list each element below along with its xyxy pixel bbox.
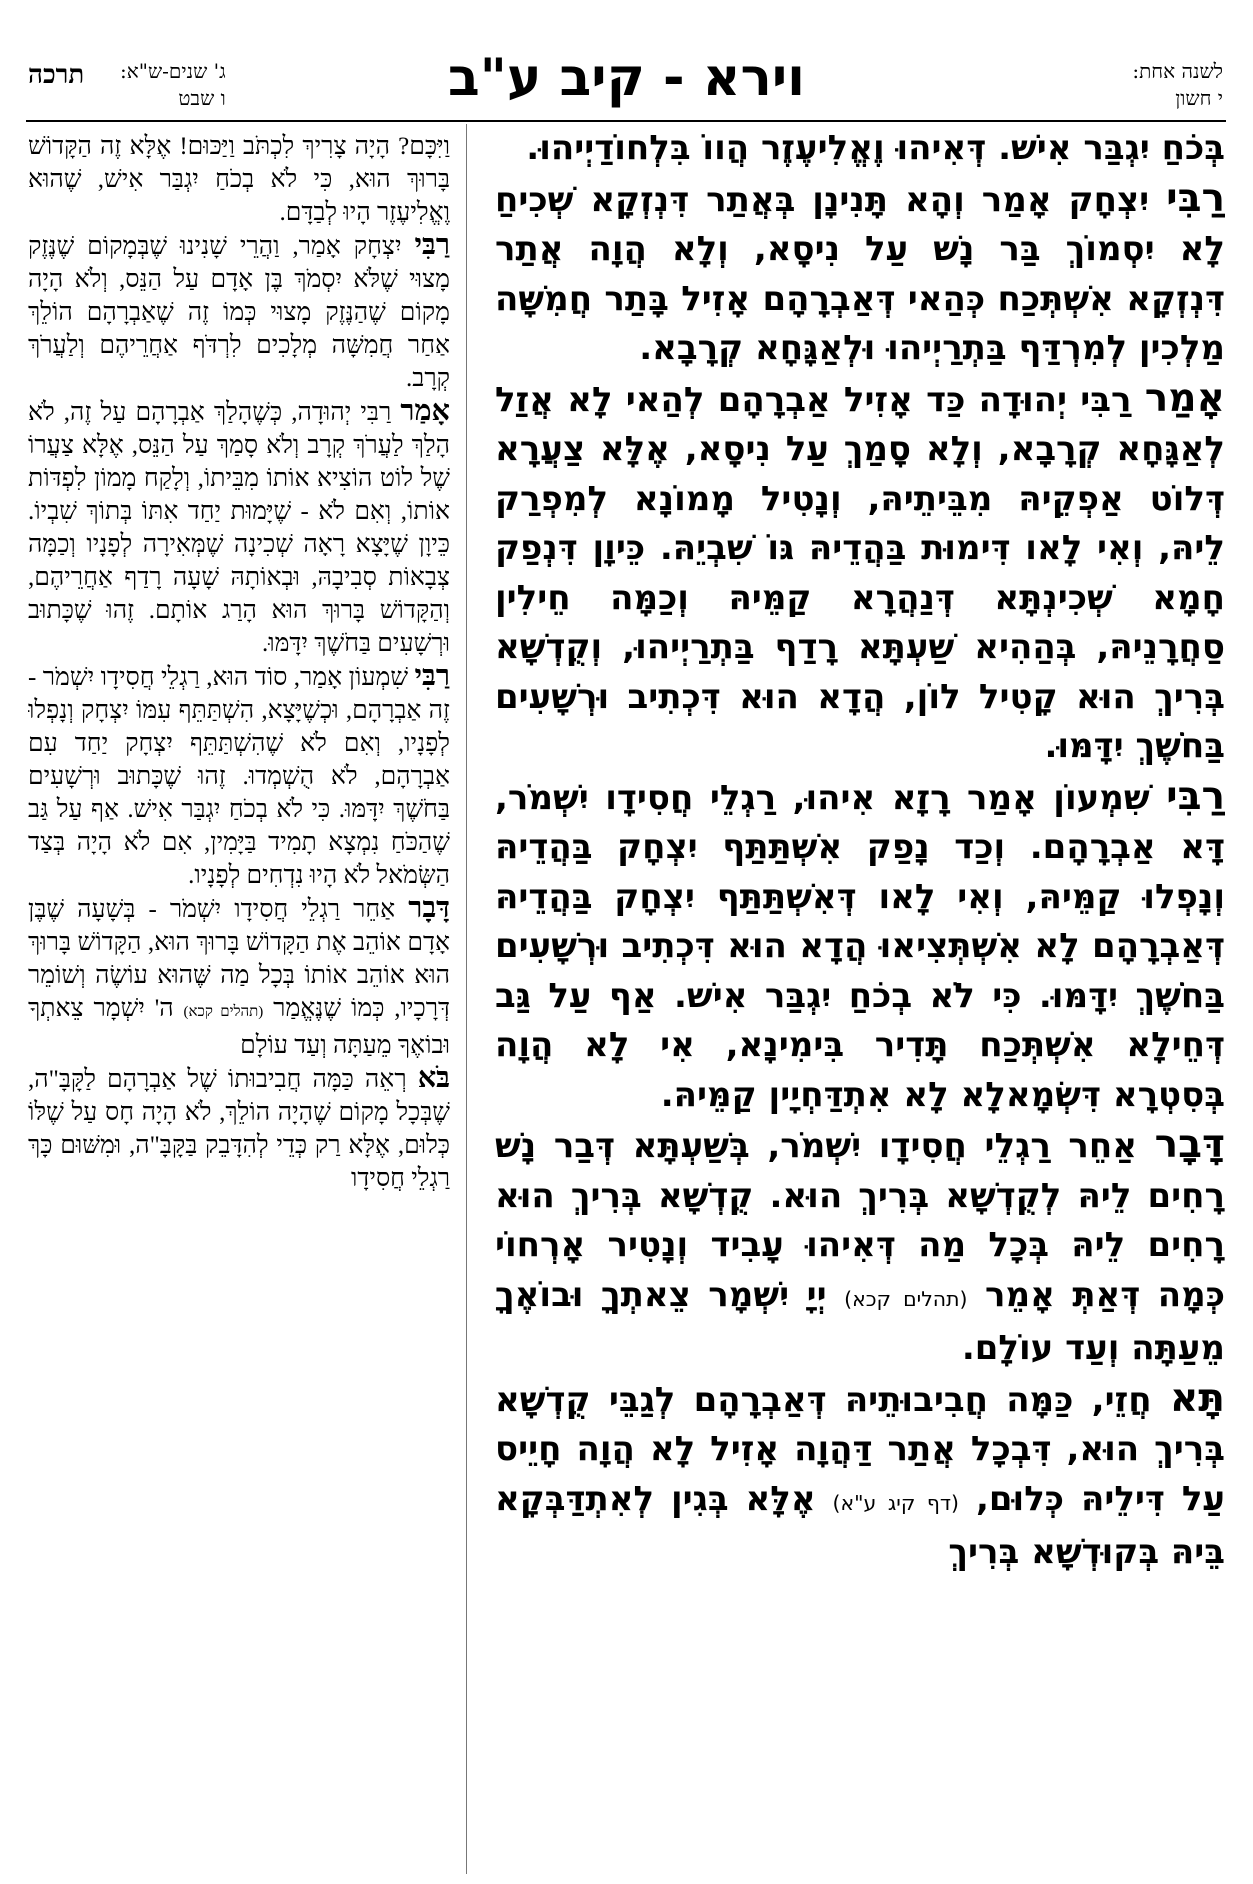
paragraph-lead-word: רַבִּי [1166,175,1225,221]
column-divider [466,124,467,1874]
translation-paragraph: וַיִּכָּם? הָיָה צָרִיךְ לִכְתֹּב וַיַּכּוּם! אֶלָּא זֶה הַקָּדוֹשׁ בָּרוּךְ הוּא, כִּי לֹא בְכֹחַ יִגְבַּר אִישׁ, שֶׁהוּא וֶאֱלִיעֶזֶר הָיוּ לְבַדָּם. [28,133,450,226]
page-reference: (דף קיג ע"א) [832,1490,959,1515]
verse-reference: (תהלים קכא) [183,1004,264,1020]
schedule-label: ג' שנים-ש"א: [120,59,226,83]
paragraph-lead-word: אָמַר [400,395,450,427]
paragraph-lead-word: בֹּא [417,1062,450,1094]
hebrew-translation-column [28,130,450,1870]
paragraph-lead-word: תָּא [1169,1375,1225,1421]
translation-paragraph: אָמַר רַבִּי יְהוּדָה, כְּשֶׁהָלַךְ אַבְרָהָם עַל זֶה, לֹא הָלַךְ לַעֲרֹךְ קְרָב וְלֹא סָמַךְ עַל הַנֵּס, אֶלָּא צַעֲרוֹ שֶׁל לוֹט הוֹצִיא אוֹתוֹ מִבֵּיתוֹ, וְלָקַח מָמוֹן לִפְדּוֹת אוֹתוֹ, וְאִם לֹא - שֶׁיָּמוּת יַחַד אִתּוֹ בְּתוֹךְ שִׁבְיוֹ. כֵּיוָן שֶׁיָּצָא רָאָה שְׁכִינָה שֶׁמְּאִירָה לְפָנָיו וְכַמָּה צְבָאוֹת סְבִיבָהּ, וּבְאוֹתָהּ שָׁעָה רָדַף אַחֲרֵיהֶם, וְהַקָּדוֹשׁ בָּרוּךְ הוּא הָרַג אוֹתָם. זֶהוּ שֶׁכָּתוּב וּרְשָׁעִים בַּחֹשֶׁךְ יִדָּמּוּ. [28,395,450,657]
main-paragraph: רַבִּי יִצְחָק אָמַר וְהָא תָּנִינָן בְּאֲתַר דִּנְזְקָא שְׁכִיחַ לָא יִסְמוֹךְ בַּר נָשׁ עַל נִיסָא, וְלָא הֲוָה אֲתַר דִּנְזְקָא אִשְׁתְּכַח כְּהַאי דְּאַבְרָהָם אָזִיל בָּתַר חֲמִשָּׁה מַלְכִין לְמִרְדַּף בַּתְרַיְיהוּ וּלְאַגָּחָא קְרָבָא. [495,175,1225,368]
paragraph-lead-word: אָמַר [1144,375,1225,421]
translation-paragraph: בֹּא רְאֵה כַּמָּה חֲבִיבוּתוֹ שֶׁל אַבְרָהָם לַקָּבָּ"ה, שֶׁבְּכָל מָקוֹם שֶׁהָיָה הוֹלֵךְ, לֹא הָיָה חָס עַל שֶׁלּוֹ כְּלוּם, אֶלָּא רַק כְּדֵי לְהִדָּבֵק בַּקָּבָּ"ה, וּמִשּׁוּם כָּךְ רַגְלֵי חֲסִידָו [28,1062,450,1192]
page-header [0,0,1253,120]
translation-paragraph: דָּבָר אַחֵר רַגְלֵי חֲסִידָו יִשְׁמֹר - בְּשָׁעָה שֶׁבֶּן אָדָם אוֹהֵב אֶת הַקָּדוֹשׁ בָּרוּךְ הוּא, הַקָּדוֹשׁ בָּרוּךְ הוּא אוֹהֵב אוֹתוֹ בְּכָל מַה שֶּׁהוּא עוֹשֶׂה וְשׁוֹמֵר דְּרָכָיו, כְּמוֹ שֶׁנֶּאֱמַר (תהלים קכא) ה' יִשְׁמָר צֵאתְךָ וּבוֹאֶךָ מֵעַתָּה וְעַד עוֹלָם [28,892,450,1059]
page-number: תרכה [28,60,85,90]
paragraph-lead-word: רַבִּי [414,229,450,261]
paragraph-lead-word: רַבִּי [1166,773,1225,819]
schedule-label: לשנה אחת: [1132,59,1223,83]
main-paragraph: תָּא חֲזֵי, כַּמָּה חֲבִיבוּתֵיהּ דְּאַבְרָהָם לְגַבֵּי קֻדְשָׁא בְּרִיךְ הוּא, דִּבְכָל אֲתַר דַּהֲוָה אָזִיל לָא הֲוָה חָיֵיס עַל דִּילֵיהּ כְּלוּם, (דף קיג ע"א) אֶלָּא בְּגִין לְאִתְדַּבְּקָא בֵּיהּ בְּקוּדְשָׁא בְּרִיךְ [495,1375,1225,1572]
verse-reference: (תהלים קכא) [844,1286,968,1311]
schedule-date: ו שבט [178,86,226,110]
translation-paragraph: רַבִּי שִׁמְעוֹן אָמַר, סוֹד הוּא, רַגְלֵי חֲסִידָו יִשְׁמֹר - זֶה אַבְרָהָם, וּכְשֶׁיָּצָא, הִשְׁתַּתֵּף עִמּוֹ יִצְחָק וְנָפְלוּ לְפָנָיו, וְאִם לֹא שֶׁהִשְׁתַּתֵּף יִצְחָק יַחַד עִם אַבְרָהָם, לֹא הֻשְׁמְדוּ. זֶהוּ שֶׁכָּתוּב וּרְשָׁעִים בַּחֹשֶׁךְ יִדָּמּוּ. כִּי לֹא בְכֹחַ יִגְבַּר אִישׁ. אַף עַל גַּב שֶׁהַכֹּחַ נִמְצָא תָמִיד בַּיָּמִין, אִם לֹא הָיָה בְּצַד הַשְּׂמֹאל לֹא הָיוּ נִדְחִים לְפָנָיו. [28,660,450,889]
daily-schedule-three-years [120,58,226,112]
translation-paragraph: רַבִּי יִצְחָק אָמַר, וַהֲרֵי שָׁנִינוּ שֶׁבְּמָקוֹם שֶׁנֶּזֶק מָצוּי שֶׁלֹּא יִסְמֹךְ בֶּן אָדָם עַל הַנֵּס, וְלֹא הָיָה מָקוֹם שֶׁהַנֶּזֶק מָצוּי כְּמוֹ זֶה שֶׁאַבְרָהָם הוֹלֵךְ אַחַר חֲמִשָּׁה מְלָכִים לִרְדֹּף אַחֲרֵיהֶם וְלַעֲרֹךְ קְרָב. [28,229,450,392]
main-paragraph: בְּכֹחַ יִגְבַּר אִישׁ. דְּאִיהוּ וֶאֱלִיעֶזֶר הֲווֹ בִּלְחוֹדַיְיהוּ. [526,128,1225,168]
main-paragraph: אָמַר רַבִּי יְהוּדָה כַּד אָזִיל אַבְרָהָם לְהַאי לָא אֲזַל לְאַגָּחָא קְרָבָא, וְלָא סָמַךְ עַל נִיסָא, אֶלָּא צַעֲרָא דְּלוֹט אַפְקֵיהּ מִבֵּיתֵיהּ, וְנָטִיל מָמוֹנָא לְמִפְרַק לֵיהּ, וְאִי לָאו דִּימוּת בַּהֲדֵיהּ גּוֹ שִׁבְיֵהּ. כֵּיוָן דִּנְפַק חָמָא שְׁכִינְתָּא דְּנַהֲרָא קַמֵּיהּ וְכַמָּה חֵילִין סַחֲרָנֵיהּ, בְּהַהִיא שַׁעְתָּא רָדַף בַּתְרַיְיהוּ, וְקֻדְשָׁא בְּרִיךְ הוּא קָטִיל לוֹן, הֲדָא הוּא דִּכְתִיב וּרְשָׁעִים בַּחֹשֶׁךְ יִדָּמּוּ. [495,375,1225,766]
paragraph-lead-word: דָּבָר [408,892,450,924]
page-title: וירא - קיב ע"ב [448,48,805,108]
paragraph-lead-word: דָּבָר [1154,1122,1225,1167]
main-paragraph: רַבִּי שִׁמְעוֹן אָמַר רָזָא אִיהוּ, רַגְלֵי חֲסִידָו יִשְׁמֹר, דָּא אַבְרָהָם. וְכַד נָפַק אִשְׁתַּתַּף יִצְחָק בַּהֲדֵיהּ וְנָפְלוּ קַמֵּיהּ, וְאִי לָאו דְּאִשְׁתַּתַּף יִצְחָק בַּהֲדֵיהּ דְּאַבְרָהָם לָא אִשְׁתְּצִיאוּ הֲדָא הוּא דִּכְתִיב וּרְשָׁעִים בַּחֹשֶׁךְ יִדָּמּוּ. כִּי לֹא בְכֹחַ יִגְבַּר אִישׁ. אַף עַל גַּב דְּחֵילָא אִשְׁתְּכַח תָּדִיר בִּימִינָא, אִי לָא הֲוָה בְּסִטְרָא דִּשְׂמָאלָא לָא אִתְדַּחְיָין קַמֵּיהּ. [495,773,1225,1115]
schedule-date: י חשון [1175,86,1223,110]
main-paragraph: דָּבָר אַחֵר רַגְלֵי חֲסִידָו יִשְׁמֹר, בְּשַׁעְתָּא דְּבַר נָשׁ רָחִים לֵיהּ לְקֻדְשָׁא בְּרִיךְ הוּא. קֻדְשָׁא בְּרִיךְ הוּא רָחִים לֵיהּ בְּכָל מַה דְּאִיהוּ עָבִיד וְנָטִיר אָרְחוֹי כְּמָה דְּאַתְּ אָמֵר (תהלים קכא) יְיָ יִשְׁמָר צֵאתְךָ וּבוֹאֶךָ מֵעַתָּה וְעַד עוֹלָם. [495,1122,1225,1368]
paragraph-lead-word: רַבִּי [414,660,450,692]
header-divider [26,120,1226,122]
main-aramaic-column [495,124,1225,1869]
